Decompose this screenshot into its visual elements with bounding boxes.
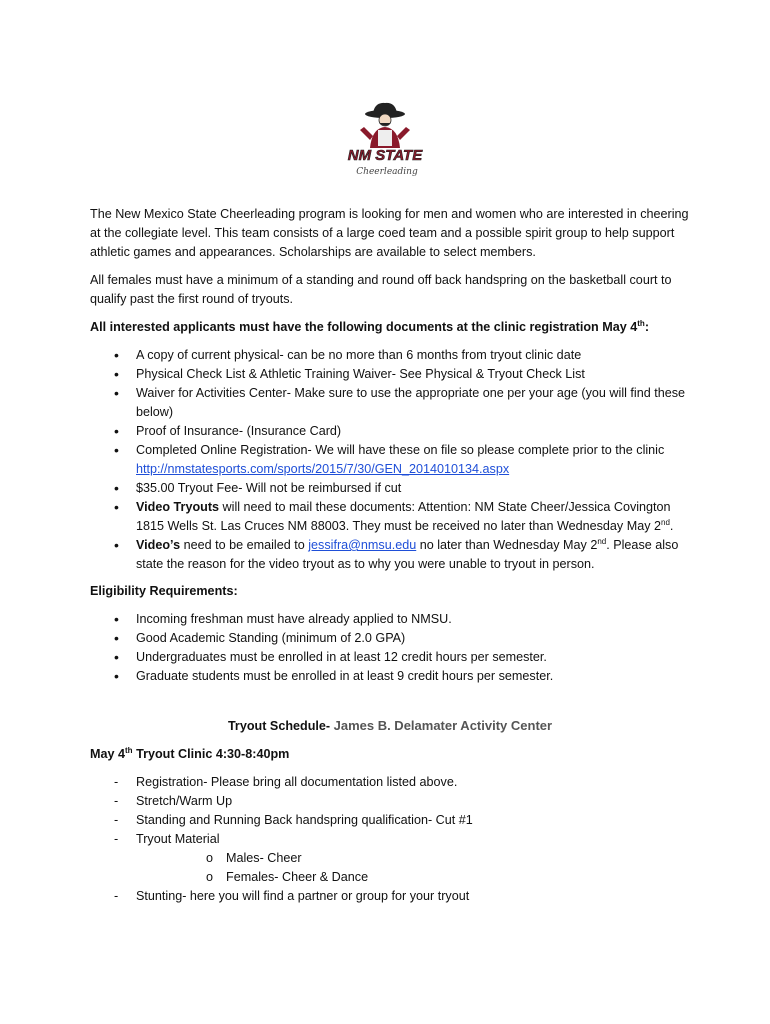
- list-item: • Incoming freshman must have already applied to NMSU.: [90, 610, 690, 629]
- list-item: • Good Academic Standing (minimum of 2.0 GPA): [90, 629, 690, 648]
- nm-state-cheerleading-logo: [340, 100, 430, 180]
- females-requirement-paragraph: All females must have a minimum of a standing and round off back handspring on the basketball court to qualify past the first round of tryouts.: [90, 273, 672, 306]
- logo-main-text: NM STATE: [347, 147, 423, 164]
- schedule-list: [90, 773, 690, 906]
- documents-heading: All interested applicants must have the following documents at the clinic registration May 4th:: [90, 318, 650, 334]
- list-item: • Video Tryouts will need to mail these documents: Attention: NM State Cheer/Jessica Covington 1815 Wells St. Las Cruces NM 88003. They must be received no later than Wednesday May 2nd.: [90, 498, 690, 536]
- clinic-heading: May 4th Tryout Clinic 4:30-8:40pm: [90, 745, 290, 761]
- eligibility-list: [90, 610, 690, 686]
- list-item: • Video’s need to be emailed to jessifra@nmsu.edu no later than Wednesday May 2nd. Please also state the reason for the video tryout as to why you were unable to tryout in person.: [90, 536, 690, 574]
- list-item: • $35.00 Tryout Fee- Will not be reimbursed if cut: [90, 479, 690, 498]
- documents-list: [90, 346, 690, 574]
- schedule-title: Tryout Schedule- James B. Delamater Activity Center: [227, 718, 553, 733]
- sublist-item: o Females- Cheer & Dance: [136, 868, 690, 887]
- logo-sub-text: Cheerleading: [356, 167, 418, 177]
- list-item: • Proof of Insurance- (Insurance Card): [90, 422, 690, 441]
- registration-link[interactable]: http://nmstatesports.com/sports/2015/7/30/GEN_2014010134.aspx: [136, 462, 510, 476]
- email-link[interactable]: jessifra@nmsu.edu: [308, 538, 417, 552]
- list-item: • Physical Check List & Athletic Training Waiver- See Physical & Tryout Check List: [90, 365, 690, 384]
- list-item: • Completed Online Registration- We will have these on file so please complete prior to the clinic http://nmstatesports.com/sports/2015/7/30/GEN_2014010134.aspx: [90, 441, 690, 479]
- list-item: - Registration- Please bring all documentation listed above.: [90, 773, 690, 792]
- list-item: - Tryout Material o Males- Cheer o Females- Cheer & Dance: [90, 830, 690, 887]
- list-item: • Undergraduates must be enrolled in at least 12 credit hours per semester.: [90, 648, 690, 667]
- list-item: - Stunting- here you will find a partner or group for your tryout: [90, 887, 690, 906]
- list-item: • Graduate students must be enrolled in at least 9 credit hours per semester.: [90, 667, 690, 686]
- eligibility-heading: Eligibility Requirements:: [90, 584, 238, 598]
- document-body: [90, 205, 690, 906]
- list-item: - Standing and Running Back handspring qualification- Cut #1: [90, 811, 690, 830]
- list-item: - Stretch/Warm Up: [90, 792, 690, 811]
- tryout-material-sublist: [136, 849, 690, 887]
- list-item: • A copy of current physical- can be no more than 6 months from tryout clinic date: [90, 346, 690, 365]
- intro-paragraph: The New Mexico State Cheerleading program is looking for men and women who are interested in cheering at the collegiate level. This team consists of a large coed team and a possible spirit group to help support athletic games and appearances. Scholarships are available to select members.: [90, 207, 689, 259]
- sublist-item: o Males- Cheer: [136, 849, 690, 868]
- list-item: • Waiver for Activities Center- Make sure to use the appropriate one per your age (you will find these below): [90, 384, 690, 422]
